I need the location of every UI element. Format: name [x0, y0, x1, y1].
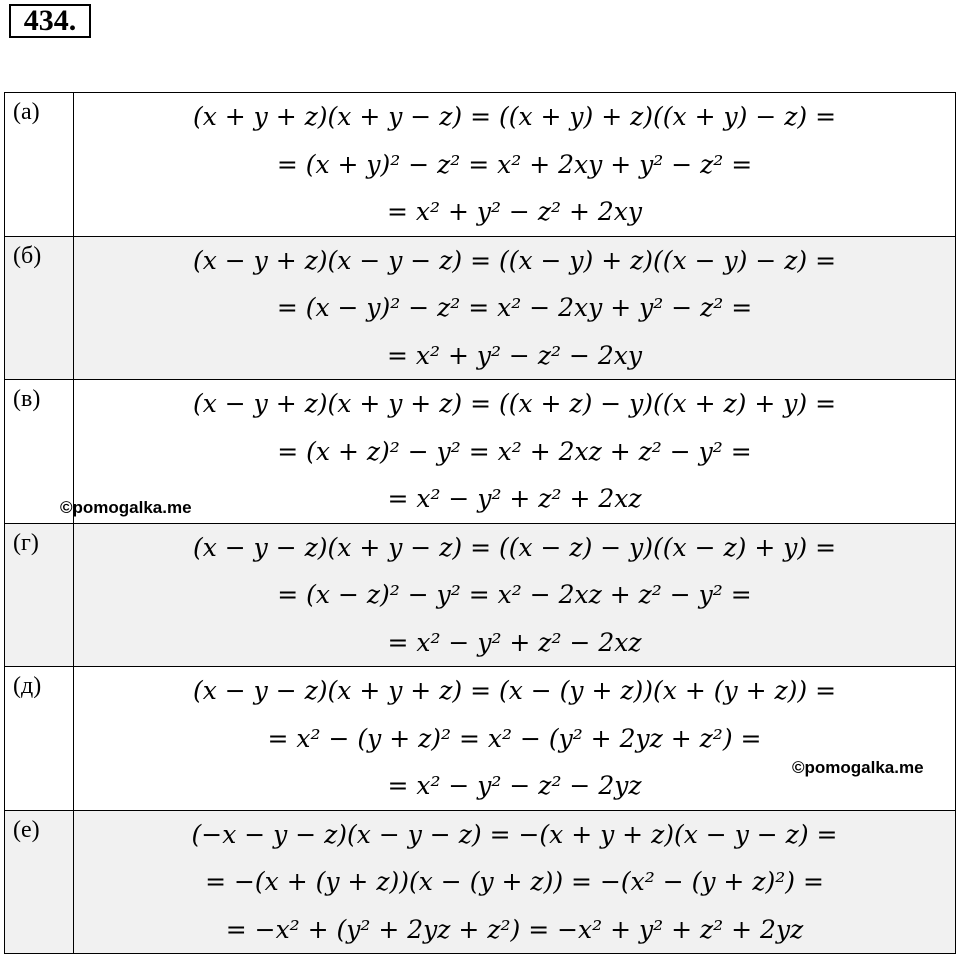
row-label: (д) — [5, 667, 74, 811]
row-equations — [74, 523, 956, 667]
equation-line: (x + y + z)(x + y − z) = ((x + y) + z)((x + y) − z) = — [192, 102, 837, 131]
row-equations — [74, 93, 956, 237]
row-b — [5, 236, 956, 380]
equation-line: = x² − (y + z)² = x² − (y² + 2yz + z²) = — [267, 723, 762, 753]
watermark: ©pomogalka.me — [792, 758, 924, 777]
row-equations — [74, 810, 956, 954]
problem-number: 434. — [9, 4, 91, 38]
row-equations — [74, 380, 956, 524]
watermark: ©pomogalka.me — [60, 498, 192, 517]
equation-line: = (x − z)² − y² = x² − 2xz + z² − y² = — [277, 580, 752, 609]
row-d — [5, 667, 956, 811]
row-label: (в) — [5, 380, 74, 524]
row-label: (е) — [5, 810, 74, 954]
row-label: (г) — [5, 523, 74, 667]
equation-line: = x² − y² + z² − 2xz — [387, 627, 642, 657]
equation-line: = (x − y)² − z² = x² − 2xy + y² − z² = — [276, 293, 753, 322]
equation-line: (−x − y − z)(x − y − z) = −(x + y + z)(x − y − z) = — [191, 819, 838, 849]
row-equations — [74, 667, 956, 811]
row-e — [5, 810, 956, 954]
equation-line: (x − y + z)(x − y − z) = ((x − y) + z)((x − y) − z) = — [192, 245, 837, 275]
equation-line: (x − y − z)(x + y − z) = ((x − z) − y)((x − z) + y) = — [192, 532, 837, 562]
equation-line: = −(x + (y + z))(x − (y + z)) = −(x² − (y + z)²) = — [205, 867, 824, 896]
equation-line: = (x + y)² − z² = x² + 2xy + y² − z² = — [276, 149, 753, 179]
equation-line: = −x² + (y² + 2yz + z²) = −x² + y² + z² + 2yz — [225, 914, 804, 944]
equation-line: = (x + z)² − y² = x² + 2xz + z² − y² = — [277, 436, 752, 466]
row-label: (б) — [5, 236, 74, 380]
row-g — [5, 523, 956, 667]
solution-table — [4, 92, 956, 954]
equation-line: = x² − y² + z² + 2xz — [387, 484, 642, 513]
row-equations — [74, 236, 956, 380]
equation-line: = x² + y² − z² + 2xy — [386, 197, 642, 226]
row-label: (а) — [5, 93, 74, 237]
equation-line: (x − y + z)(x + y + z) = ((x + z) − y)((x + z) + y) = — [192, 389, 837, 418]
row-a — [5, 93, 956, 237]
equation-line: = x² − y² − z² − 2yz — [387, 771, 642, 800]
equation-line: = x² + y² − z² − 2xy — [386, 340, 642, 370]
equation-line: (x − y − z)(x + y + z) = (x − (y + z))(x + (y + z)) = — [192, 676, 837, 705]
